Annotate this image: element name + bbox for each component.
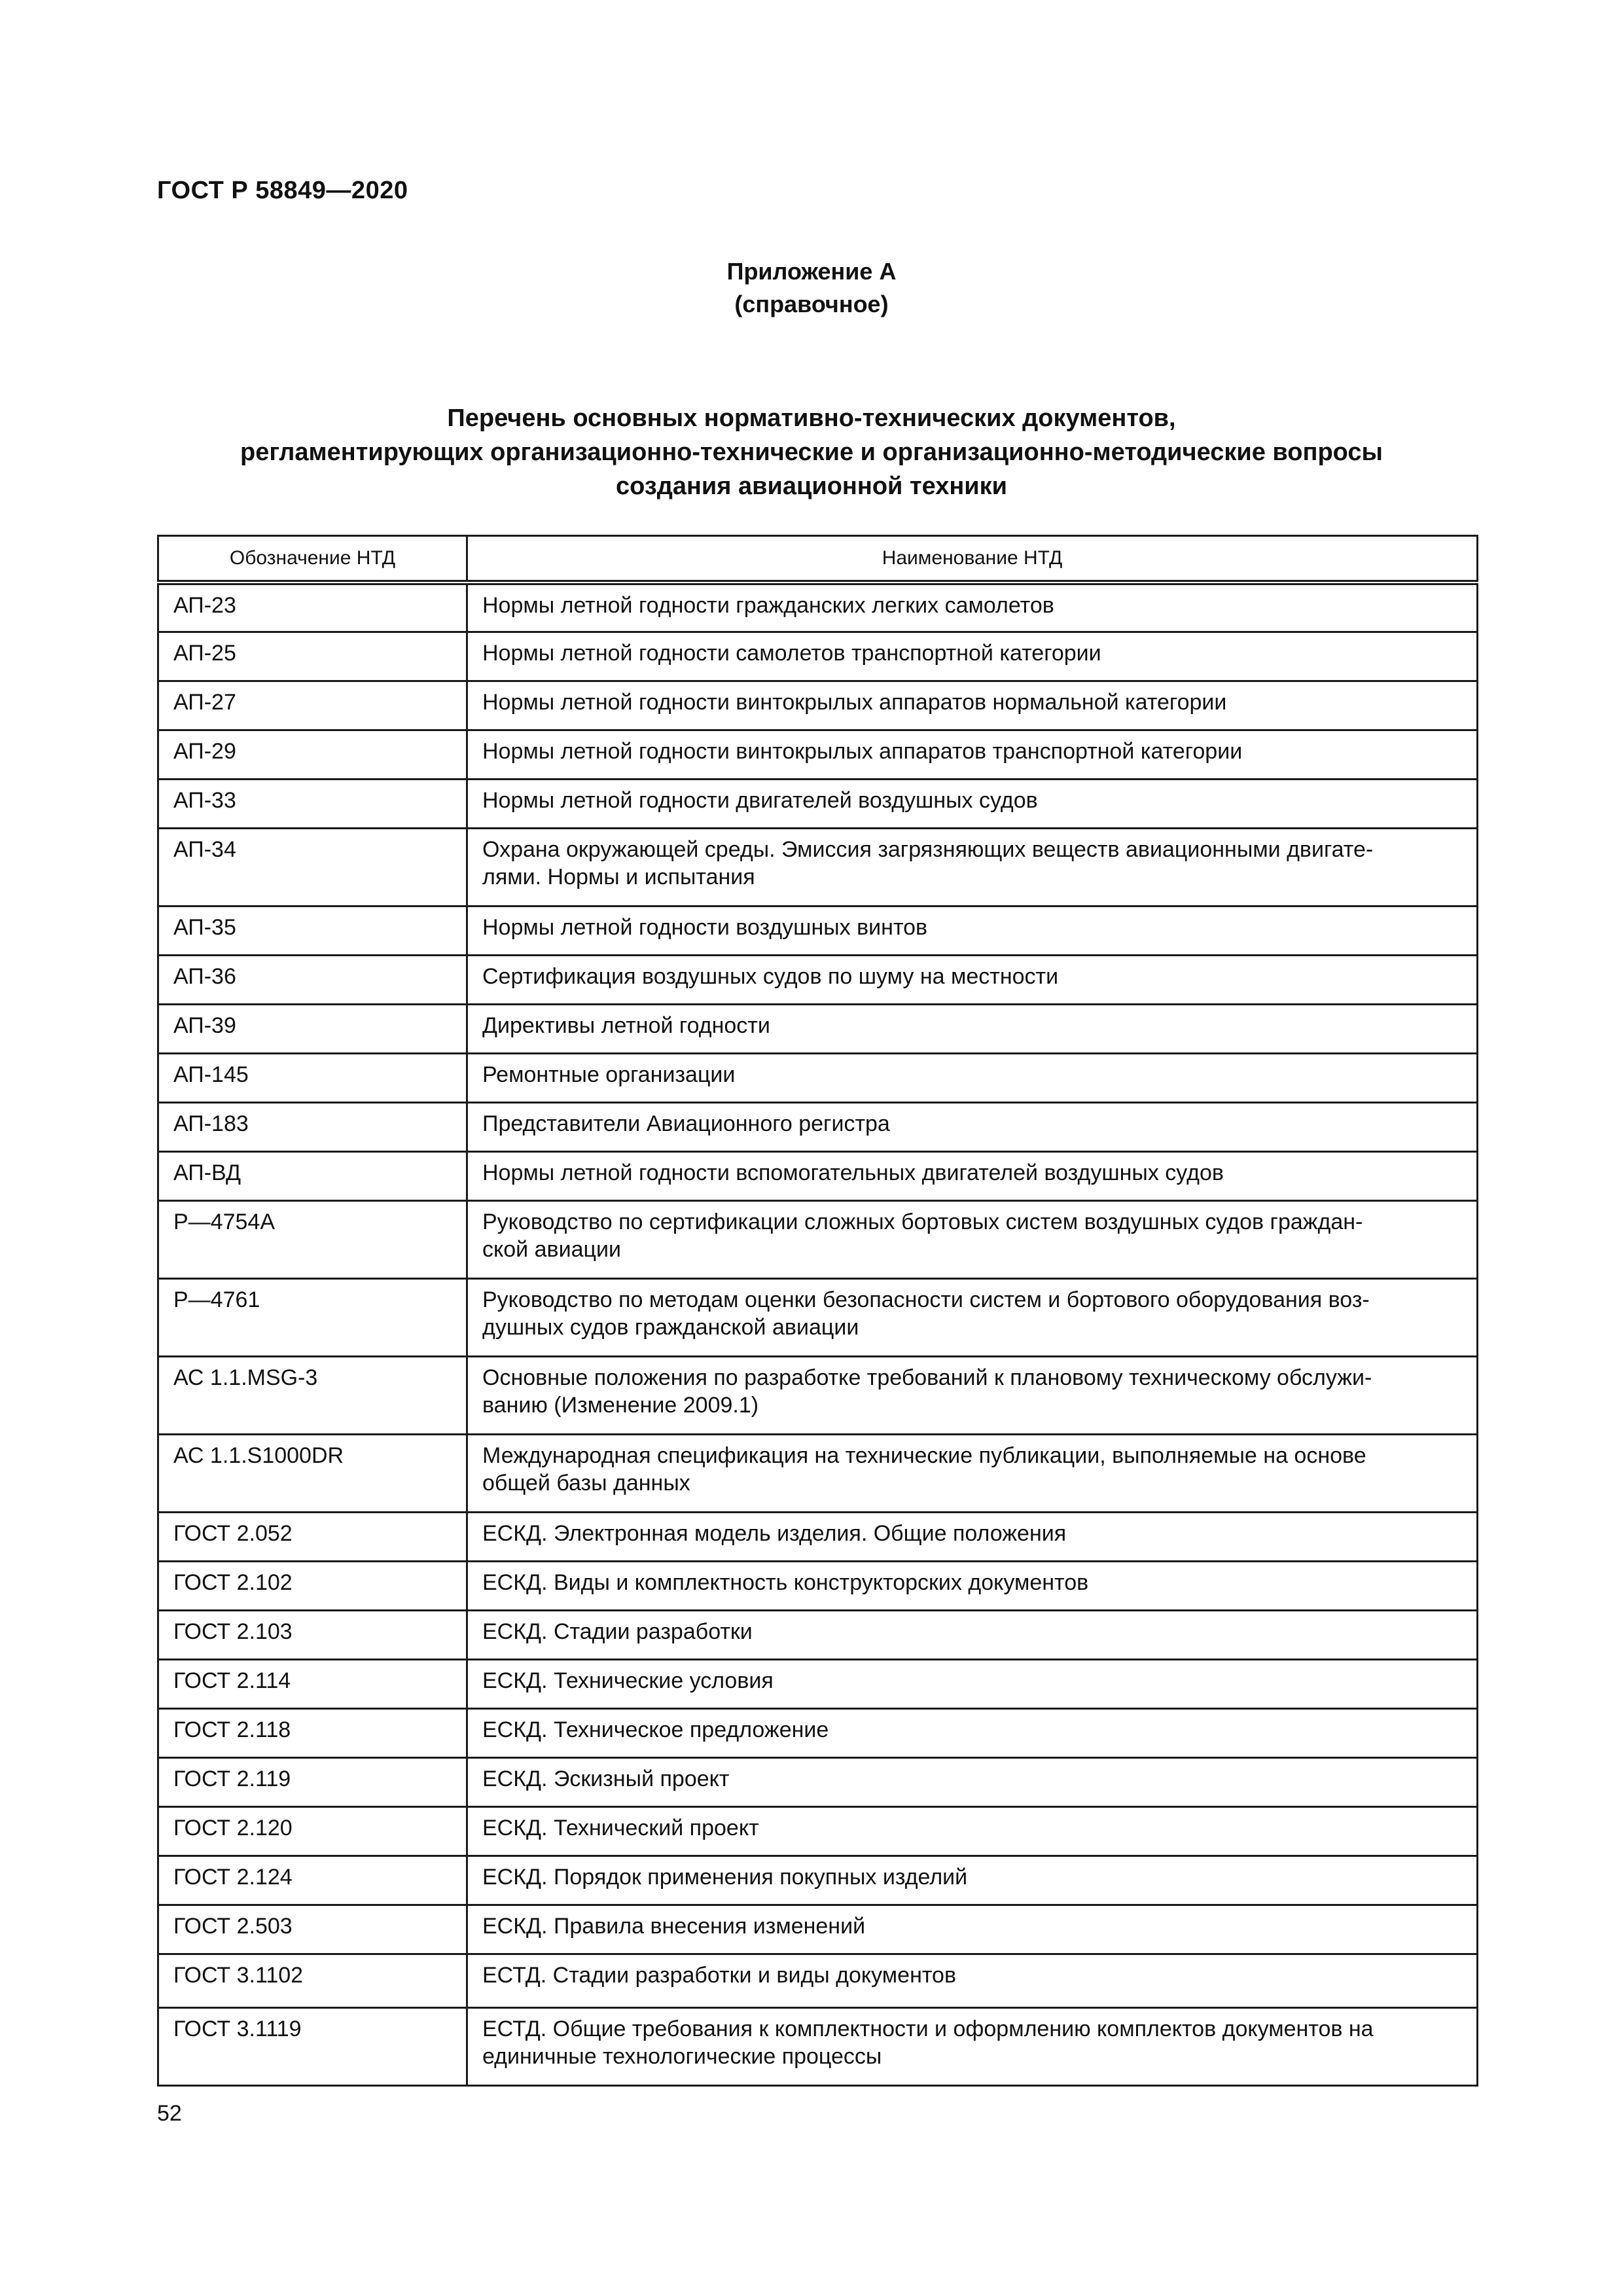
cell-name: ЕСКД. Технические условия: [467, 1659, 1478, 1708]
cell-name-line: Руководство по сертификации сложных бортовых систем воздушных судов граждан-: [482, 1209, 1363, 1234]
table-row: [158, 1512, 1478, 1561]
table-row: [158, 1200, 1478, 1278]
cell-name: [467, 828, 1478, 906]
page-number: 52: [157, 2101, 182, 2126]
cell-name-line: ЕСТД. Общие требования к комплектности и оформлению комплектов документов на: [482, 2016, 1374, 2041]
cell-name-line: ской авиации: [482, 1236, 621, 1262]
cell-name: Сертификация воздушных судов по шуму на местности: [467, 955, 1478, 1004]
table-row: [158, 1905, 1478, 1954]
cell-code: Р—4761: [158, 1278, 467, 1356]
cell-name: ЕСТД. Стадии разработки и виды документов: [467, 1954, 1478, 2007]
cell-name: ЕСКД. Стадии разработки: [467, 1610, 1478, 1659]
cell-code: АП-35: [158, 906, 467, 955]
table-row: [158, 1856, 1478, 1905]
table-row: [158, 1954, 1478, 2007]
cell-name-line: единичные технологические процессы: [482, 2043, 882, 2069]
table-row: [158, 779, 1478, 828]
cell-code: ГОСТ 3.1119: [158, 2007, 467, 2085]
cell-code: АП-183: [158, 1102, 467, 1151]
cell-name-line: Основные положения по разработке требований к плановому техническому обслужи-: [482, 1365, 1372, 1390]
cell-name: [467, 2007, 1478, 2085]
cell-code: АП-145: [158, 1053, 467, 1102]
cell-name: ЕСКД. Эскизный проект: [467, 1757, 1478, 1806]
table-row: [158, 730, 1478, 779]
table-row: [158, 1659, 1478, 1708]
cell-name: ЕСКД. Правила внесения изменений: [467, 1905, 1478, 1954]
cell-code: ГОСТ 2.120: [158, 1806, 467, 1856]
table-row: [158, 1757, 1478, 1806]
cell-code: ГОСТ 2.103: [158, 1610, 467, 1659]
cell-name: Нормы летной годности самолетов транспортной категории: [467, 632, 1478, 681]
cell-name: ЕСКД. Виды и комплектность конструкторских документов: [467, 1561, 1478, 1610]
cell-code: Р—4754А: [158, 1200, 467, 1278]
cell-code: АП-34: [158, 828, 467, 906]
cell-code: АП-27: [158, 681, 467, 730]
cell-name-line: Международная спецификация на технические публикации, выполняемые на основе: [482, 1443, 1366, 1468]
cell-name-line: общей базы данных: [482, 1470, 690, 1496]
appendix-subtitle: (справочное): [734, 291, 889, 317]
table-row: [158, 1434, 1478, 1512]
cell-code: АП-33: [158, 779, 467, 828]
cell-code: ГОСТ 2.118: [158, 1708, 467, 1757]
cell-name: Нормы летной годности винтокрылых аппаратов нормальной категории: [467, 681, 1478, 730]
table-row: [158, 955, 1478, 1004]
table-row: [158, 1708, 1478, 1757]
table-row: [158, 632, 1478, 681]
cell-code: ГОСТ 2.114: [158, 1659, 467, 1708]
table-row: [158, 1806, 1478, 1856]
cell-code: ГОСТ 3.1102: [158, 1954, 467, 2007]
table-row: [158, 1102, 1478, 1151]
cell-code: ГОСТ 2.119: [158, 1757, 467, 1806]
table-row: [158, 1610, 1478, 1659]
ntd-table: [157, 535, 1478, 2087]
cell-name: Нормы летной годности воздушных винтов: [467, 906, 1478, 955]
table-row: [158, 1151, 1478, 1200]
table-row: [158, 1278, 1478, 1356]
cell-name: Ремонтные организации: [467, 1053, 1478, 1102]
cell-name: Нормы летной годности двигателей воздушных судов: [467, 779, 1478, 828]
cell-code: АП-ВД: [158, 1151, 467, 1200]
cell-name: [467, 1356, 1478, 1434]
cell-name: [467, 1434, 1478, 1512]
table-row: [158, 1053, 1478, 1102]
table-row: [158, 1561, 1478, 1610]
cell-name-line: Охрана окружающей среды. Эмиссия загрязняющих веществ авиационными двигате-: [482, 836, 1374, 862]
cell-code: ГОСТ 2.102: [158, 1561, 467, 1610]
cell-name: ЕСКД. Технический проект: [467, 1806, 1478, 1856]
cell-code: АС 1.1.S1000DR: [158, 1434, 467, 1512]
heading-line-2: регламентирующих организационно-технические и организационно-методические вопросы: [240, 439, 1383, 466]
table-row: [158, 583, 1478, 632]
table-row: [158, 906, 1478, 955]
heading-line-1: Перечень основных нормативно-технических документов,: [447, 404, 1176, 432]
cell-name: ЕСКД. Порядок применения покупных изделий: [467, 1856, 1478, 1905]
cell-code: ГОСТ 2.503: [158, 1905, 467, 1954]
cell-name: ЕСКД. Техническое предложение: [467, 1708, 1478, 1757]
cell-name-line: душных судов гражданской авиации: [482, 1314, 859, 1340]
section-heading: [131, 401, 1492, 503]
table-row: [158, 1356, 1478, 1434]
cell-name: Нормы летной годности винтокрылых аппаратов транспортной категории: [467, 730, 1478, 779]
table-row: [158, 1004, 1478, 1053]
table-header-row: [158, 536, 1478, 583]
table-row: [158, 2007, 1478, 2085]
table-row: [158, 828, 1478, 906]
cell-code: АП-23: [158, 583, 467, 632]
column-header-name: Наименование НТД: [467, 536, 1478, 583]
cell-code: ГОСТ 2.124: [158, 1856, 467, 1905]
column-header-code: Обозначение НТД: [158, 536, 467, 583]
cell-code: АП-36: [158, 955, 467, 1004]
cell-code: ГОСТ 2.052: [158, 1512, 467, 1561]
cell-name: [467, 1200, 1478, 1278]
appendix-title: Приложение А: [726, 258, 897, 285]
table-row: [158, 681, 1478, 730]
cell-code: АС 1.1.MSG-3: [158, 1356, 467, 1434]
cell-name-line: Руководство по методам оценки безопасности систем и бортового оборудования воз-: [482, 1287, 1370, 1312]
cell-code: АП-25: [158, 632, 467, 681]
cell-name: [467, 1278, 1478, 1356]
cell-name-line: лями. Нормы и испытания: [482, 864, 755, 889]
cell-code: АП-39: [158, 1004, 467, 1053]
cell-name: Директивы летной годности: [467, 1004, 1478, 1053]
cell-name-line: ванию (Изменение 2009.1): [482, 1392, 759, 1418]
cell-name: Представители Авиационного регистра: [467, 1102, 1478, 1151]
appendix-block: [0, 255, 1623, 321]
cell-code: АП-29: [158, 730, 467, 779]
document-code: ГОСТ Р 58849—2020: [157, 177, 408, 204]
heading-line-3: создания авиационной техники: [615, 473, 1008, 500]
cell-name: ЕСКД. Электронная модель изделия. Общие положения: [467, 1512, 1478, 1561]
cell-name: Нормы летной годности гражданских легких самолетов: [467, 583, 1478, 632]
cell-name: Нормы летной годности вспомогательных двигателей воздушных судов: [467, 1151, 1478, 1200]
